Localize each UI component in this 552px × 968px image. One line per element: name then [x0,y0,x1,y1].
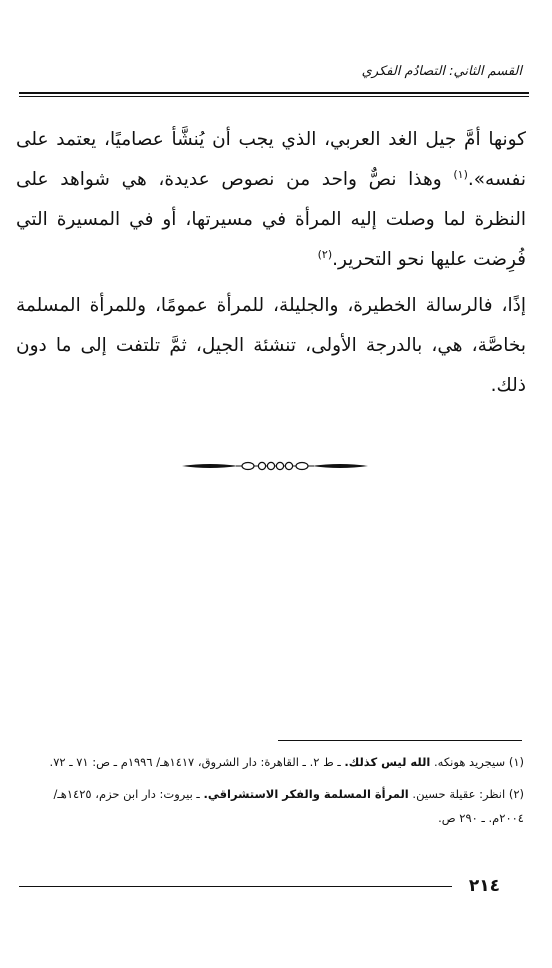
running-header: القسم الثاني: التصادُم الفكري [361,64,522,79]
paragraph-1-text-b: وهذا نصٌّ واحد من نصوص عديدة، هي شواهد على النظرة لما وصلت إليه المرأة في مسيرتها، أو في المسيرة التي فُرِضت عليها نحو التحرير. [16,169,526,270]
footnote-book-title: الله ليس كذلك. [344,755,431,769]
footnote-author: انظر: عقيلة حسين. [408,787,509,801]
footnote-marker: (١) [508,755,524,769]
paragraph-1 [16,120,526,280]
footer-rule [19,886,452,887]
footnote-marker: (٢) [508,787,524,801]
header-rule-thin [19,96,529,97]
paragraph-1-text-a: كونها أمَّ جيل الغد العربي، الذي يجب أن يُنشَّأ عصاميًا، يعتمد على نفسه». [16,129,526,190]
footnote-separator [278,740,522,741]
footnote-1 [24,750,524,774]
footnote-publication: ـ ط ٢. ـ القاهرة: دار الشروق، ١٤١٧هـ/ ١٩٩٦م ـ ص: ٧١ ـ ٧٢. [49,755,345,769]
page-number: ٢١٤ [468,876,500,896]
section-divider-ornament [180,459,370,473]
paragraph-2: إذًا، فالرسالة الخطيرة، والجليلة، للمرأة عمومًا، وللمرأة المسلمة بخاصَّة، هي، بالدرجة الأولى، تنشئة الجيل، ثمَّ تلتفت إلى ما دون ذلك. [16,295,526,396]
footnote-2 [24,782,524,830]
footnotes [24,750,524,838]
footnote-ref-2[interactable]: (٢) [317,247,333,261]
body-text [16,120,526,406]
footnote-book-title: المرأة المسلمة والفكر الاستشراقي. [203,787,409,801]
footnote-author: سيجريد هونكه. [430,755,509,769]
footnote-ref-1[interactable]: (١) [453,167,468,181]
footnote-publication: ـ بيروت: دار ابن حزم، ١٤٢٥هـ/ ٢٠٠٤م. ـ ٢٩٠ ص. [53,787,524,825]
header-rule [19,92,529,94]
